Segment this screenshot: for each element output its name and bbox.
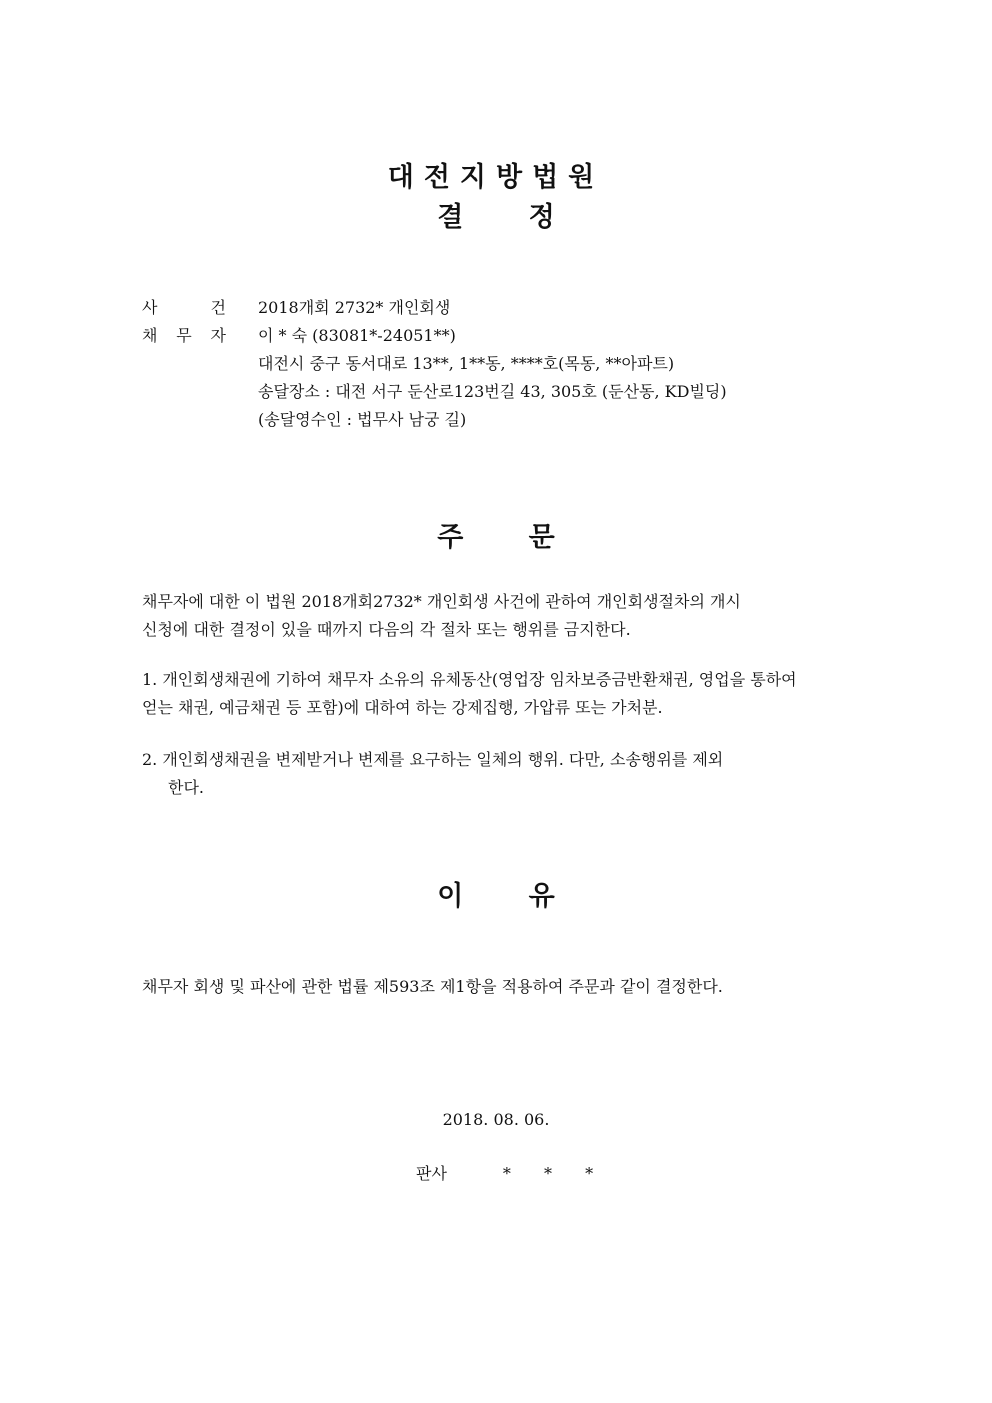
order-item-2 — [142, 746, 862, 802]
delivery-recipient: (송달영수인 : 법무사 남궁 길) — [258, 410, 467, 429]
reason-line: 채무자 회생 및 파산에 관한 법률 제593조 제1항을 적용하여 주문과 같이 결정한다. — [142, 977, 723, 996]
order-item-line: 2. 개인회생채권을 변제받거나 변제를 요구하는 일체의 행위. 다만, 소송행위를 제외 — [142, 750, 724, 769]
order-intro — [142, 588, 862, 644]
judge-label: 판사 — [416, 1164, 447, 1183]
document-type-title: 결 정 — [437, 202, 555, 233]
debtor-label-char: 자 — [210, 326, 226, 345]
judge-name: * * * — [502, 1164, 608, 1183]
order-intro-line: 채무자에 대한 이 법원 2018개회2732* 개인회생 사건에 관하여 개인회생절차의 개시 — [142, 592, 741, 611]
order-item-line: 1. 개인회생채권에 기하여 채무자 소유의 유체동산(영업장 임차보증금반환채권, 영업을 통하여 — [142, 670, 797, 689]
decision-date: 2018. 08. 06. — [442, 1110, 550, 1129]
debtor-label — [142, 322, 226, 350]
court-name: 대전지방법원 — [387, 162, 605, 193]
debtor-address: 대전시 중구 동서대로 13**, 1**동, ****호(목동, **아파트) — [258, 354, 675, 373]
debtor-label-char: 채 — [142, 326, 158, 345]
debtor-label-char: 무 — [176, 326, 192, 345]
case-number: 2018개회 2732* 개인회생 — [258, 298, 451, 317]
debtor-name: 이 * 숙 (83081*-24051**) — [258, 326, 456, 345]
order-heading: 주 문 — [437, 522, 555, 553]
reason-text — [142, 973, 862, 1001]
reason-heading: 이 유 — [437, 881, 555, 912]
delivery-place: 송달장소 : 대전 서구 둔산로123번길 43, 305호 (둔산동, KD빌딩) — [258, 382, 727, 401]
order-item-1 — [142, 666, 862, 722]
case-label-char: 건 — [210, 298, 226, 317]
case-label-char: 사 — [142, 298, 158, 317]
order-intro-line: 신청에 대한 결정이 있을 때까지 다음의 각 절차 또는 행위를 금지한다. — [142, 620, 631, 639]
judge-signature — [416, 1160, 607, 1188]
case-label — [142, 294, 226, 322]
order-item-line: 한다. — [168, 778, 204, 797]
order-item-line: 얻는 채권, 예금채권 등 포함)에 대하여 하는 강제집행, 가압류 또는 가처분. — [142, 698, 663, 717]
